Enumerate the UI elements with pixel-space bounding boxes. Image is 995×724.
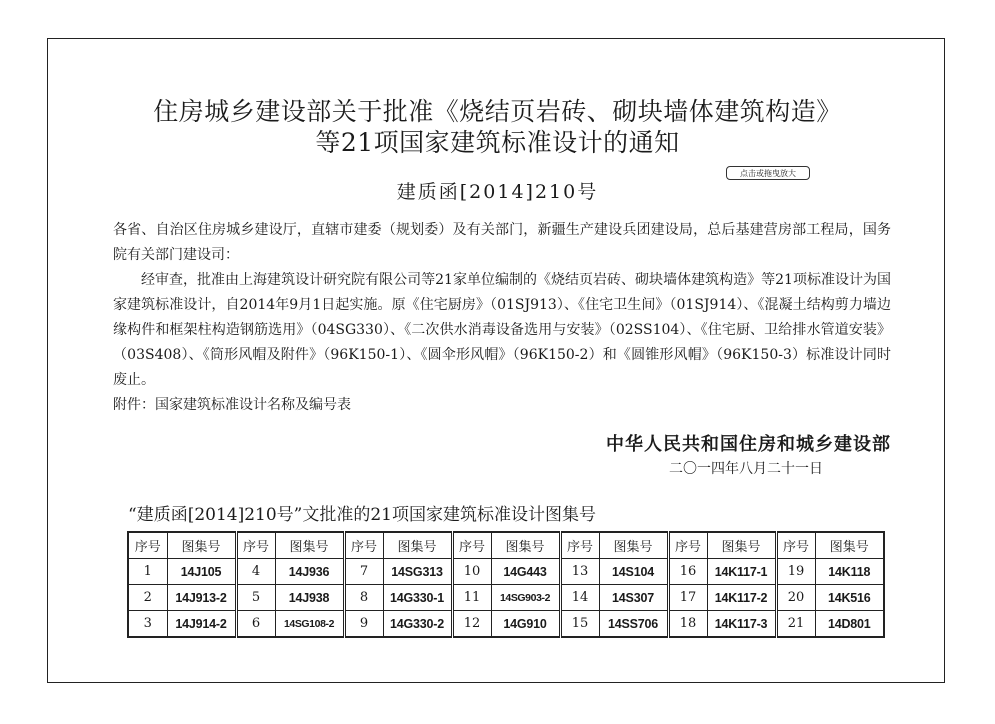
addressee-paragraph: 各省、自治区住房城乡建设厅，直辖市建委（规划委）及有关部门，新疆生产建设兵团建设局，总后基建营房部工程局，国务院有关部门建设司： xyxy=(113,222,891,263)
header-atlas-number: 图集号 xyxy=(491,532,560,559)
table-row xyxy=(128,611,884,638)
table-row xyxy=(128,559,884,585)
atlas-number-cell: 14SS706 xyxy=(599,611,668,638)
atlas-number-cell: 14G443 xyxy=(491,559,560,585)
atlas-number-cell: 14K117-3 xyxy=(707,611,776,638)
atlas-number-cell: 14G330-1 xyxy=(383,585,452,611)
header-seq: 序号 xyxy=(452,532,491,559)
atlas-number-cell: 14J914-2 xyxy=(167,611,236,638)
seq-cell: 20 xyxy=(776,585,815,611)
issue-date: 二〇一四年八月二十一日 xyxy=(669,461,823,477)
table-caption: “建质函[2014]210号”文批准的21项国家建筑标准设计图集号 xyxy=(128,505,596,525)
seq-cell: 2 xyxy=(128,585,167,611)
atlas-number-cell: 14K118 xyxy=(815,559,884,585)
issuing-authority: 中华人民共和国住房和城乡建设部 xyxy=(606,434,891,455)
seq-cell: 21 xyxy=(776,611,815,638)
header-atlas-number: 图集号 xyxy=(383,532,452,559)
seq-cell: 1 xyxy=(128,559,167,585)
header-seq: 序号 xyxy=(344,532,383,559)
seq-cell: 16 xyxy=(668,559,707,585)
seq-cell: 9 xyxy=(344,611,383,638)
seq-cell: 13 xyxy=(560,559,599,585)
attachment-line: 附件：国家建筑标准设计名称及编号表 xyxy=(113,397,351,413)
seq-cell: 5 xyxy=(236,585,275,611)
atlas-number-cell: 14K117-1 xyxy=(707,559,776,585)
main-paragraph: 经审查，批准由上海建筑设计研究院有限公司等21家单位编制的《烧结页岩砖、砌块墙体建筑构造》等21项标准设计为国家建筑标准设计，自2014年9月1日起实施。原《住宅厨房》（01SJ913）、《住宅卫生间》（01SJ914）、《混凝土结构剪力墙边缘构件和框架柱构造钢筋选用》（04SG330）、《二次供水消毒设备选用与安装》（02SS104）、《住宅厨、卫给排水管道安装》（03S408）、《筒形风帽及附件》（96K150-1）、《圆伞形风帽》（96K150-2）和《圆锥形风帽》（96K150-3）标准设计同时废止。 xyxy=(113,272,891,388)
header-atlas-number: 图集号 xyxy=(275,532,344,559)
header-atlas-number: 图集号 xyxy=(167,532,236,559)
notice-title-line-1: 住房城乡建设部关于批准《烧结页岩砖、砌块墙体建筑构造》 xyxy=(153,97,842,126)
atlas-number-cell: 14G910 xyxy=(491,611,560,638)
atlas-number-cell: 14SG313 xyxy=(383,559,452,585)
atlas-number-cell: 14J938 xyxy=(275,585,344,611)
atlas-number-cell: 14J913-2 xyxy=(167,585,236,611)
atlas-number-cell: 14K117-2 xyxy=(707,585,776,611)
atlas-number-table xyxy=(127,531,885,638)
seq-cell: 8 xyxy=(344,585,383,611)
header-seq: 序号 xyxy=(560,532,599,559)
seq-cell: 17 xyxy=(668,585,707,611)
seq-cell: 7 xyxy=(344,559,383,585)
seq-cell: 3 xyxy=(128,611,167,638)
atlas-number-cell: 14J105 xyxy=(167,559,236,585)
zoom-button[interactable]: 点击或拖曳放大 xyxy=(726,166,810,180)
atlas-number-cell: 14D801 xyxy=(815,611,884,638)
seq-cell: 18 xyxy=(668,611,707,638)
atlas-number-cell: 14S104 xyxy=(599,559,668,585)
seq-cell: 14 xyxy=(560,585,599,611)
notice-title-line-2: 等21项国家建筑标准设计的通知 xyxy=(315,128,680,157)
seq-cell: 15 xyxy=(560,611,599,638)
atlas-number-cell: 14S307 xyxy=(599,585,668,611)
atlas-number-cell: 14SG903-2 xyxy=(491,585,560,611)
table-row xyxy=(128,585,884,611)
table-header-row xyxy=(128,532,884,559)
seq-cell: 6 xyxy=(236,611,275,638)
atlas-number-cell: 14K516 xyxy=(815,585,884,611)
header-atlas-number: 图集号 xyxy=(599,532,668,559)
header-seq: 序号 xyxy=(668,532,707,559)
header-atlas-number: 图集号 xyxy=(815,532,884,559)
document-number: 建质函[2014]210号 xyxy=(396,181,599,203)
atlas-number-cell: 14G330-2 xyxy=(383,611,452,638)
seq-cell: 19 xyxy=(776,559,815,585)
header-seq: 序号 xyxy=(236,532,275,559)
seq-cell: 11 xyxy=(452,585,491,611)
header-seq: 序号 xyxy=(776,532,815,559)
header-atlas-number: 图集号 xyxy=(707,532,776,559)
atlas-number-cell: 14J936 xyxy=(275,559,344,585)
seq-cell: 4 xyxy=(236,559,275,585)
notice-body xyxy=(113,218,891,418)
seq-cell: 10 xyxy=(452,559,491,585)
seq-cell: 12 xyxy=(452,611,491,638)
atlas-number-cell: 14SG108-2 xyxy=(275,611,344,638)
header-seq: 序号 xyxy=(128,532,167,559)
